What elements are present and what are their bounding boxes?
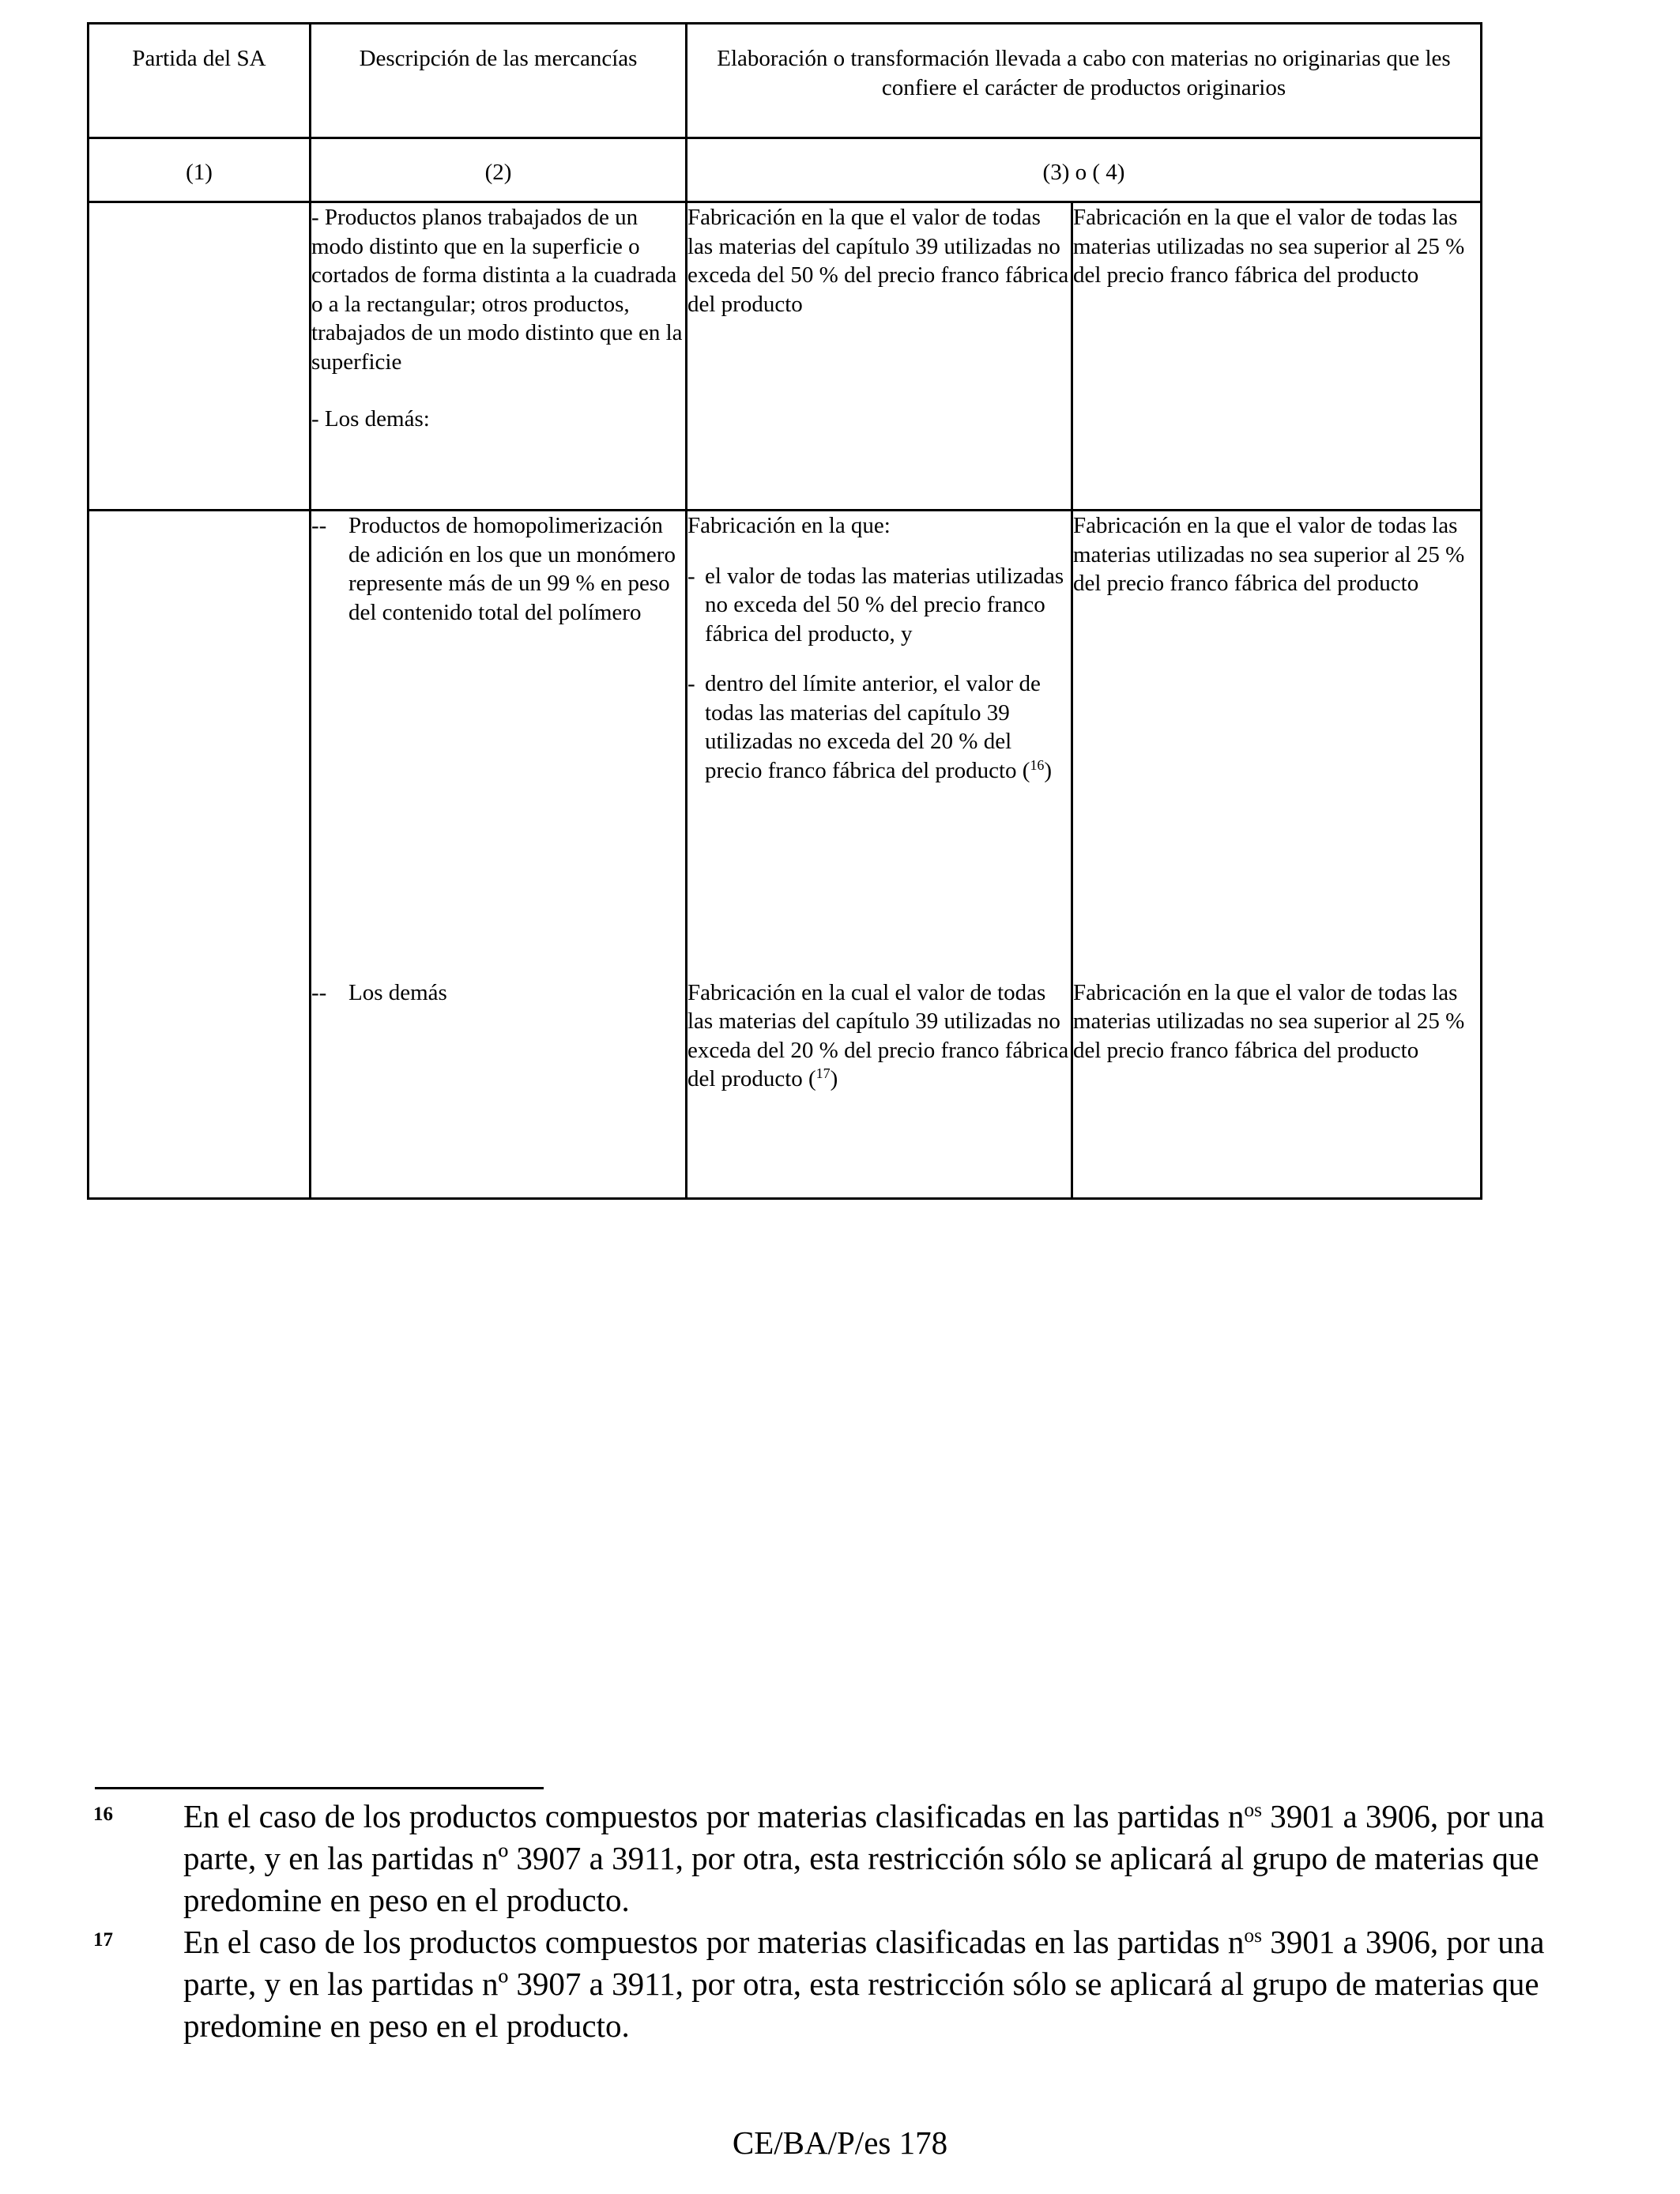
footnote-separator — [95, 1787, 544, 1789]
footnotes — [93, 1796, 1595, 2047]
subheader-col2: (2) — [311, 138, 687, 202]
footnote-ref-17[interactable]: 17 — [816, 1065, 831, 1082]
header-row — [89, 24, 1482, 138]
header-working-processing: Elaboración o transformación llevada a cabo con materias no originarias que les confiere el carácter de productos originarios — [687, 24, 1482, 138]
row2-col4-text: Fabricación en la que el valor de todas las materias utilizadas no sea superior al 25 % del precio franco fábrica del producto — [1073, 513, 1465, 596]
footnote-text: En el caso de los productos compuestos por materias clasificadas en las partidas $n^{os}$ 3901 a 3906, por una parte, y en las partidas nº 3907 a 3911, por otra, esta restricción sólo se aplicará al grupo de materias que predomine en peso en el producto. — [183, 1798, 1545, 1918]
footnote-number: 16 — [93, 1804, 113, 1825]
row2-description-cell — [311, 511, 687, 974]
row2-col3-item1: el valor de todas las materias utilizadas no exceda del 50 % del precio franco fábrica del producto, y — [705, 563, 1064, 647]
header-hs-heading: Partida del SA — [89, 24, 311, 138]
row3-hs-cell — [89, 974, 311, 1199]
row3-col3-text: Fabricación en la cual el valor de todas las materias del capítulo 39 utilizadas no exceda del 20 % del precio franco fábrica del producto ($^{17}$) — [687, 979, 1069, 1091]
table-row — [89, 974, 1482, 1199]
table-row — [89, 202, 1482, 511]
row2-col3-item2: dentro del límite anterior, el valor de todas las materias del capítulo 39 utilizadas no exceda del 20 % del precio franco fábrica del producto ($^{16}$) — [705, 671, 1053, 783]
row3-description-cell — [311, 974, 687, 1199]
row2-hs-cell — [89, 511, 311, 974]
row2-col3-cell — [687, 511, 1072, 974]
row2-dash-marker: -- — [311, 513, 327, 538]
bullet-dash: - — [687, 671, 695, 696]
footnote-number: 17 — [93, 1929, 113, 1951]
table-row — [89, 511, 1482, 974]
row1-col4-text: Fabricación en la que el valor de todas las materias utilizadas no sea superior al 25 % del precio franco fábrica del producto — [1073, 205, 1465, 288]
rules-of-origin-table — [87, 22, 1482, 1200]
row1-description-others: - Los demás: — [311, 406, 430, 432]
footnote — [93, 1921, 1595, 2047]
row3-dash-marker: -- — [311, 979, 327, 1005]
footnote — [93, 1796, 1595, 1921]
row2-description-text: Productos de homopolimerización de adición en los que un monómero represente más de un 99 % en peso del contenido total del polímero — [348, 513, 676, 625]
footnote-text: En el caso de los productos compuestos por materias clasificadas en las partidas $n^{os}$ 3901 a 3906, por una parte, y en las partidas nº 3907 a 3911, por otra, esta restricción sólo se aplicará al grupo de materias que predomine en peso en el producto. — [183, 1924, 1545, 2044]
subheader-col1: (1) — [89, 138, 311, 202]
page-footer: CE/BA/P/es 178 — [732, 2124, 948, 2161]
row1-col3-text: Fabricación en la que el valor de todas las materias del capítulo 39 utilizadas no exceda del 50 % del precio franco fábrica del producto — [687, 205, 1069, 317]
row2-col3-intro: Fabricación en la que: — [687, 513, 891, 538]
row3-description-text: Los demás — [348, 979, 447, 1005]
row1-col3-cell — [687, 202, 1072, 511]
row3-col4-cell — [1072, 974, 1482, 1199]
bullet-dash: - — [687, 563, 695, 589]
row3-col4-text: Fabricación en la que el valor de todas las materias utilizadas no sea superior al 25 % del precio franco fábrica del producto — [1073, 979, 1465, 1063]
row1-description-cell — [311, 202, 687, 511]
row1-hs-cell — [89, 202, 311, 511]
subheader-col34: (3) o ( 4) — [687, 138, 1482, 202]
row1-col4-cell — [1072, 202, 1482, 511]
subheader-row — [89, 138, 1482, 202]
footnote-ref-16[interactable]: 16 — [1030, 756, 1045, 773]
row1-description-flat-products: - Productos planos trabajados de un modo distinto que en la superficie o cortados de forma distinta a la cuadrada o a la rectangular; otros productos, trabajados de un modo distinto que en la superficie — [311, 205, 683, 375]
row2-col4-cell — [1072, 511, 1482, 974]
header-description: Descripción de las mercancías — [311, 24, 687, 138]
row3-col3-cell — [687, 974, 1072, 1199]
